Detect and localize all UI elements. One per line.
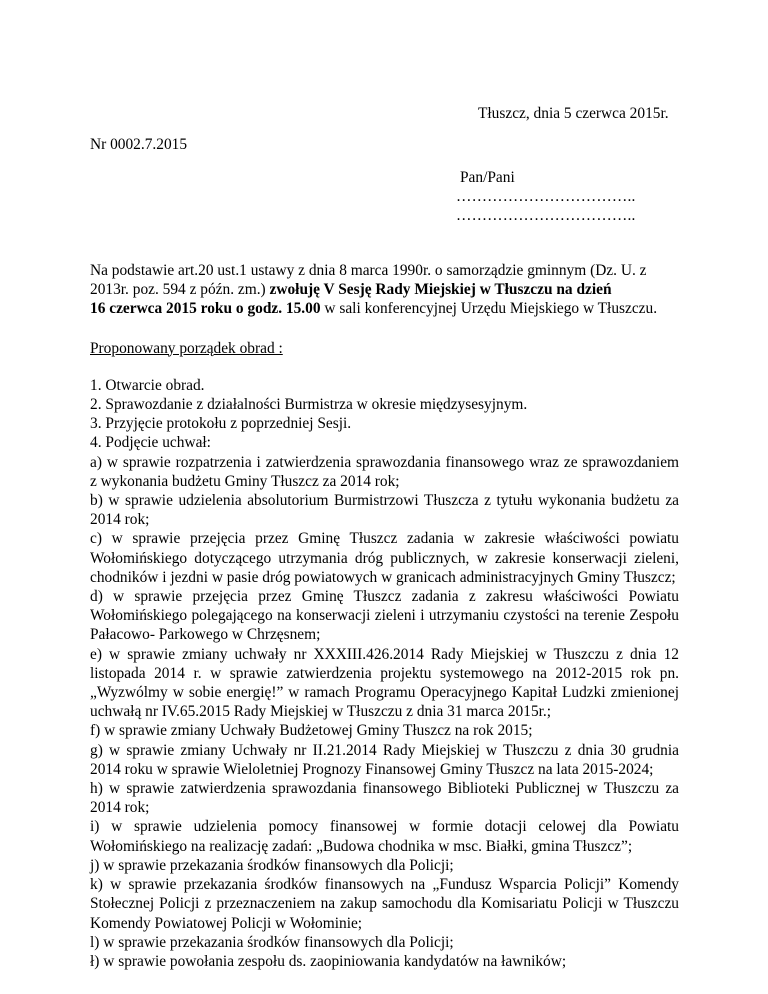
letter-body [90, 261, 679, 971]
session-location: w sali konferencyjnej Urzędu Miejskiego w Tłuszczu. [320, 300, 658, 318]
agenda-item: j) w sprawie przekazania środków finansowych dla Policji; [90, 856, 454, 874]
agenda-item: 2. Sprawozdanie z działalności Burmistrza w okresie międzysesyjnym. [90, 396, 528, 414]
agenda-item: l) w sprawie przekazania środków finansowych dla Policji; [90, 933, 454, 951]
agenda-item: b) w sprawie udzielenia absolutorium Burmistrzowi Tłuszcza z tytułu wykonania budżetu za 2014 rok; [90, 492, 679, 529]
recipient-address-line: …………………………….. [456, 207, 636, 224]
agenda-item: 1. Otwarcie obrad. [90, 376, 205, 394]
agenda-item: h) w sprawie zatwierdzenia sprawozdania finansowego Biblioteki Publicznej w Tłuszczu za 2014 rok; [90, 780, 679, 817]
place-and-date: Tłuszcz, dnia 5 czerwca 2015r. [478, 105, 669, 122]
intro-line-2-text: 2013r. poz. 594 z późn. zm.) [90, 281, 270, 299]
agenda-item: e) w sprawie zmiany uchwały nr XXXIII.426.2014 Rady Miejskiej w Tłuszczu z dnia 12 listopada 2014 r. w sprawie zatwierdzenia projektu systemowego na 2012-2015 rok pn. „Wyzwólmy w sobie energię!” w ramach Programu Operacyjnego Kapitał Ludzki zmienionej uchwałą nr IV.65.2015 Rady Miejskiej w Tłuszczu z dnia 31 marca 2015r.; [90, 645, 679, 721]
agenda-item: k) w sprawie przekazania środków finansowych na „Fundusz Wsparcia Policji” Komendy Stołecznej Policji z przeznaczeniem na zakup samochodu dla Komisariatu Policji w Tłuszczu Komendy Powiatowej Policji w Wołominie; [90, 876, 679, 932]
recipient-block [456, 168, 636, 225]
agenda-item: g) w sprawie zmiany Uchwały nr II.21.2014 Rady Miejskiej w Tłuszczu z dnia 30 grudnia 2014 roku w sprawie Wieloletniej Prognozy Finansowej Gminy Tłuszcz na lata 2015-2024; [90, 741, 679, 778]
agenda-item: 4. Podjęcie uchwał: [90, 434, 211, 452]
agenda-list [90, 376, 679, 971]
agenda-item: c) w sprawie przejęcia przez Gminę Tłuszcz zadania w zakresie właściwości powiatu Wołomińskiego dotyczącego utrzymania dróg publicznych, w zakresie konserwacji zieleni, chodników i jezdni w pasie dróg powiatowych w granicach administracyjnych Gminy Tłuszcz; [90, 530, 679, 586]
session-date-time: 16 czerwca 2015 roku o godz. 15.00 [90, 300, 321, 318]
agenda-item: d) w sprawie przejęcia przez Gminę Tłuszcz zadania z zakresu właściwości Powiatu Wołomińskiego polegającego na konserwacji zieleni i utrzymaniu czystości na terenie Zespołu Pałacowo- Parkowego w Chrzęsnem; [90, 588, 679, 644]
agenda-item: 3. Przyjęcie protokołu z poprzedniej Sesji. [90, 415, 352, 433]
agenda-item: f) w sprawie zmiany Uchwały Budżetowej Gminy Tłuszcz na rok 2015; [90, 722, 533, 740]
reference-number: Nr 0002.7.2015 [90, 136, 188, 153]
intro-paragraph [90, 261, 679, 319]
intro-line-3 [90, 299, 679, 318]
intro-line-2 [90, 280, 679, 299]
recipient-name-line: …………………………….. [456, 188, 636, 205]
agenda-item: a) w sprawie rozpatrzenia i zatwierdzenia sprawozdania finansowego wraz ze sprawozdaniem z wykonania budżetu Gminy Tłuszcz za 2014 rok; [90, 453, 679, 490]
recipient-salutation: Pan/Pani [460, 169, 515, 186]
agenda-heading: Proponowany porządek obrad : [90, 339, 283, 357]
agenda-item: ł) w sprawie powołania zespołu ds. zaopiniowania kandydatów na ławników; [90, 952, 567, 970]
agenda-item: i) w sprawie udzielenia pomocy finansowej w formie dotacji celowej dla Powiatu Wołomińskiego na realizację zadań: „Budowa chodnika w msc. Białki, gmina Tłuszcz”; [90, 818, 679, 855]
session-announcement: zwołuję V Sesję Rady Miejskiej w Tłuszczu na dzień [269, 281, 612, 299]
intro-line-1: Na podstawie art.20 ust.1 ustawy z dnia 8 marca 1990r. o samorządzie gminnym (Dz. U. z [90, 262, 647, 279]
